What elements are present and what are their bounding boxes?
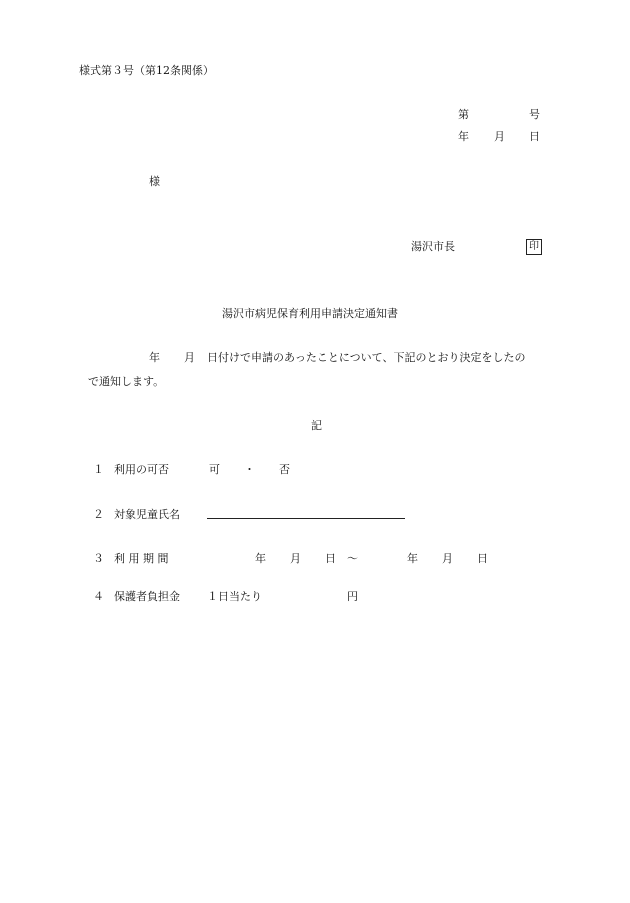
item-4-yen: 円	[347, 590, 358, 603]
item-3-number: ３	[93, 552, 104, 565]
item-3-start-month: 月	[290, 552, 301, 565]
form-reference: 様式第３号（第12条関係）	[79, 64, 214, 77]
ki-heading: 記	[311, 419, 322, 432]
item-3-label: 利 用 期 間	[114, 552, 169, 565]
item-1-label: 利用の可否	[114, 463, 169, 476]
issuer-name: 湯沢市長	[411, 240, 455, 253]
item-1-option-no: 否	[279, 463, 290, 476]
document-title: 湯沢市病児保育利用申請決定通知書	[222, 307, 398, 320]
item-3-end-day: 日	[477, 552, 488, 565]
item-2-label: 対象児童氏名	[114, 508, 180, 521]
number-suffix: 号	[529, 108, 540, 121]
item-3-end-year: 年	[407, 552, 418, 565]
item-4-label: 保護者負担金	[114, 590, 180, 603]
addressee-suffix: 様	[149, 175, 160, 188]
item-3-start-day: 日	[325, 552, 336, 565]
item-1-number: １	[93, 463, 104, 476]
item-3-start-year: 年	[255, 552, 266, 565]
child-name-underline	[207, 518, 405, 519]
body-month-label: 月	[184, 351, 195, 364]
body-line-2: で通知します。	[88, 375, 165, 388]
body-year-label: 年	[149, 351, 160, 364]
date-day-label: 日	[529, 130, 540, 143]
item-1-separator: ・	[244, 463, 255, 476]
item-1-option-yes: 可	[209, 463, 220, 476]
date-year-label: 年	[458, 130, 469, 143]
date-month-label: 月	[494, 130, 505, 143]
body-line-1: 日付けで申請のあったことについて、下記のとおり決定をしたの	[207, 351, 526, 364]
number-prefix: 第	[458, 108, 469, 121]
item-3-range-tilde: ～	[347, 552, 358, 565]
seal-mark: 印	[526, 239, 542, 255]
item-4-per-day: １日当たり	[207, 590, 262, 603]
item-4-number: ４	[93, 590, 104, 603]
item-2-number: ２	[93, 508, 104, 521]
item-3-end-month: 月	[442, 552, 453, 565]
